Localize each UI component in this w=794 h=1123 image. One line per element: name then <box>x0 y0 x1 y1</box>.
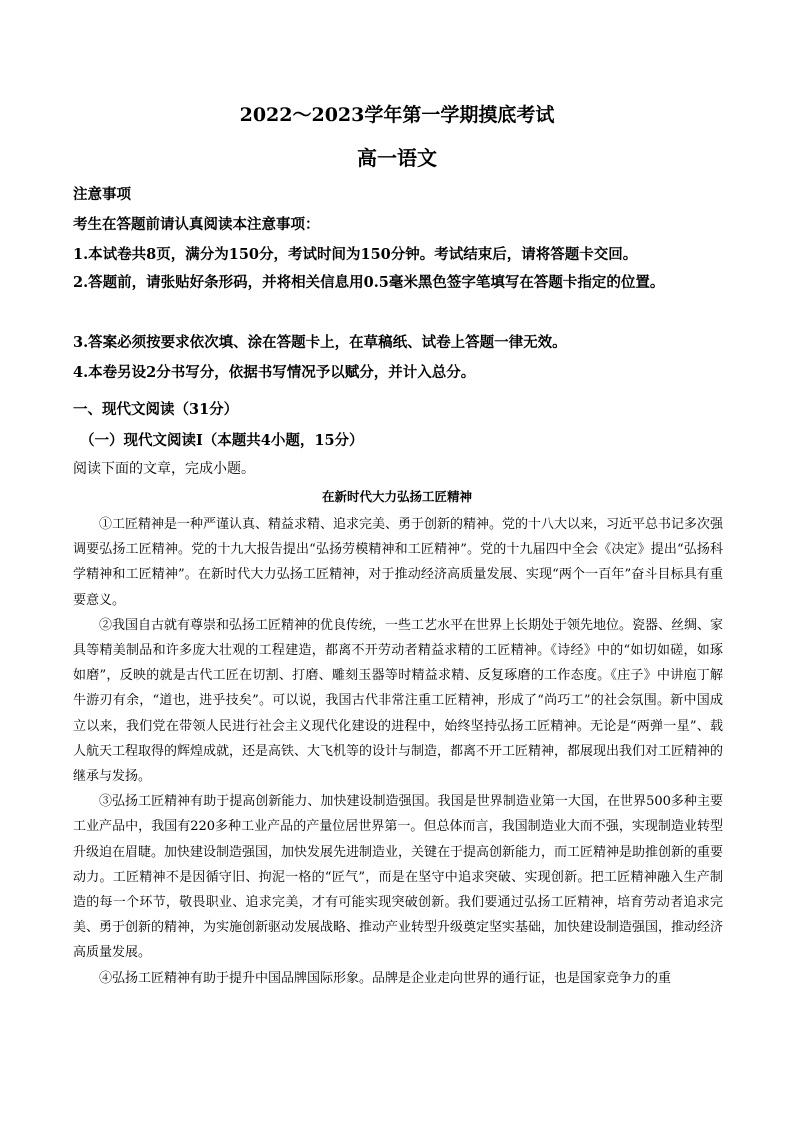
notes-line: 3.答案必须按要求依次填、涂在答题卡上，在草稿纸、试卷上答题一律无效。 <box>73 334 567 351</box>
article-body <box>73 512 723 991</box>
notes-line: 考生在答题前请认真阅读本注意事项： <box>73 216 320 233</box>
notes-block <box>73 180 723 388</box>
notes-line: 2.答题前，请张贴好条形码，并将相关信息用0.5毫米黑色签字笔填写在答题卡指定的位置。 <box>73 274 665 291</box>
notes-line: 4.本卷另设2分书写分，依据书写情况予以赋分，并计入总分。 <box>73 364 476 381</box>
subject-title: 高一语文 <box>357 146 437 170</box>
section-heading: 一、现代文阅读（31分） <box>73 401 239 418</box>
article-paragraph: ②我国自古就有尊崇和弘扬工匠精神的优良传统，一些工艺水平在世界上长期处于领先地位。瓷器、丝绸、家具等精美制品和许多庞大壮观的工程建造，都离不开劳动者精益求精的工匠精神。《诗经》中的“如切如磋，如琢如磨”，反映的就是古代工匠在切割、打磨、雕刻玉器等时精益求精、反复琢磨的工作态度。《庄子》中讲庖丁解牛游刃有余，“道也，进乎技矣”。可以说，我国古代非常注重工匠精神，形成了“尚巧工”的社会氛围。新中国成立以来，我们党在带领人民进行社会主义现代化建设的进程中，始终坚持弘扬工匠精神。无论是“两弹一星”、载人航天工程取得的辉煌成就，还是高铁、大飞机等的设计与制造，都离不开工匠精神，都展现出我们对工匠精神的继承与发扬。 <box>73 617 724 785</box>
article-paragraph: ③弘扬工匠精神有助于提高创新能力、加快建设制造强国。我国是世界制造业第一大国，在世界500多种主要工业产品中，我国有220多种工业产品的产量位居世界第一。但总体而言，我国制造业大而不强，实现制造业转型升级迫在眉睫。加快建设制造强国，加快发展先进制造业，关键在于提高创新能力，而工匠精神是助推创新的重要动力。工匠精神不是因循守旧、拘泥一格的“匠气”，而是在坚守中追求突破、实现创新。把工匠精神融入生产制造的每一个环节，敬畏职业、追求完美，才有可能实现突破创新。我们要通过弘扬工匠精神，培育劳动者追求完美、勇于创新的精神，为实施创新驱动发展战略、推动产业转型升级奠定坚实基础，加快建设制造强国，推动经济高质量发展。 <box>73 794 724 961</box>
article-paragraph: ①工匠精神是一种严谨认真、精益求精、追求完美、勇于创新的精神。党的十八大以来，习近平总书记多次强调要弘扬工匠精神。党的十九大报告提出“弘扬劳模精神和工匠精神”。党的十九届四中全会《决定》提出“弘扬科学精神和工匠精神”。在新时代大力弘扬工匠精神，对于推动经济高质量发展、实现“两个一百年”奋斗目标具有重要意义。 <box>73 517 724 608</box>
notes-line: 1.本试卷共8页，满分为150分，考试时间为150分钟。考试结束后，请将答题卡交回。 <box>73 246 638 263</box>
article-paragraph: ④弘扬工匠精神有助于提升中国品牌国际形象。品牌是企业走向世界的通行证，也是国家竞争力的重 <box>99 970 672 986</box>
subsection-heading: （一）现代文阅读Ⅰ（本题共4小题，15分） <box>80 432 364 449</box>
reading-instruction: 阅读下面的文章，完成小题。 <box>73 461 255 477</box>
notes-heading: 注意事项 <box>73 186 131 203</box>
exam-title: 2022～2023学年第一学期摸底考试 <box>239 104 555 126</box>
article-title: 在新时代大力弘扬工匠精神 <box>321 489 472 504</box>
